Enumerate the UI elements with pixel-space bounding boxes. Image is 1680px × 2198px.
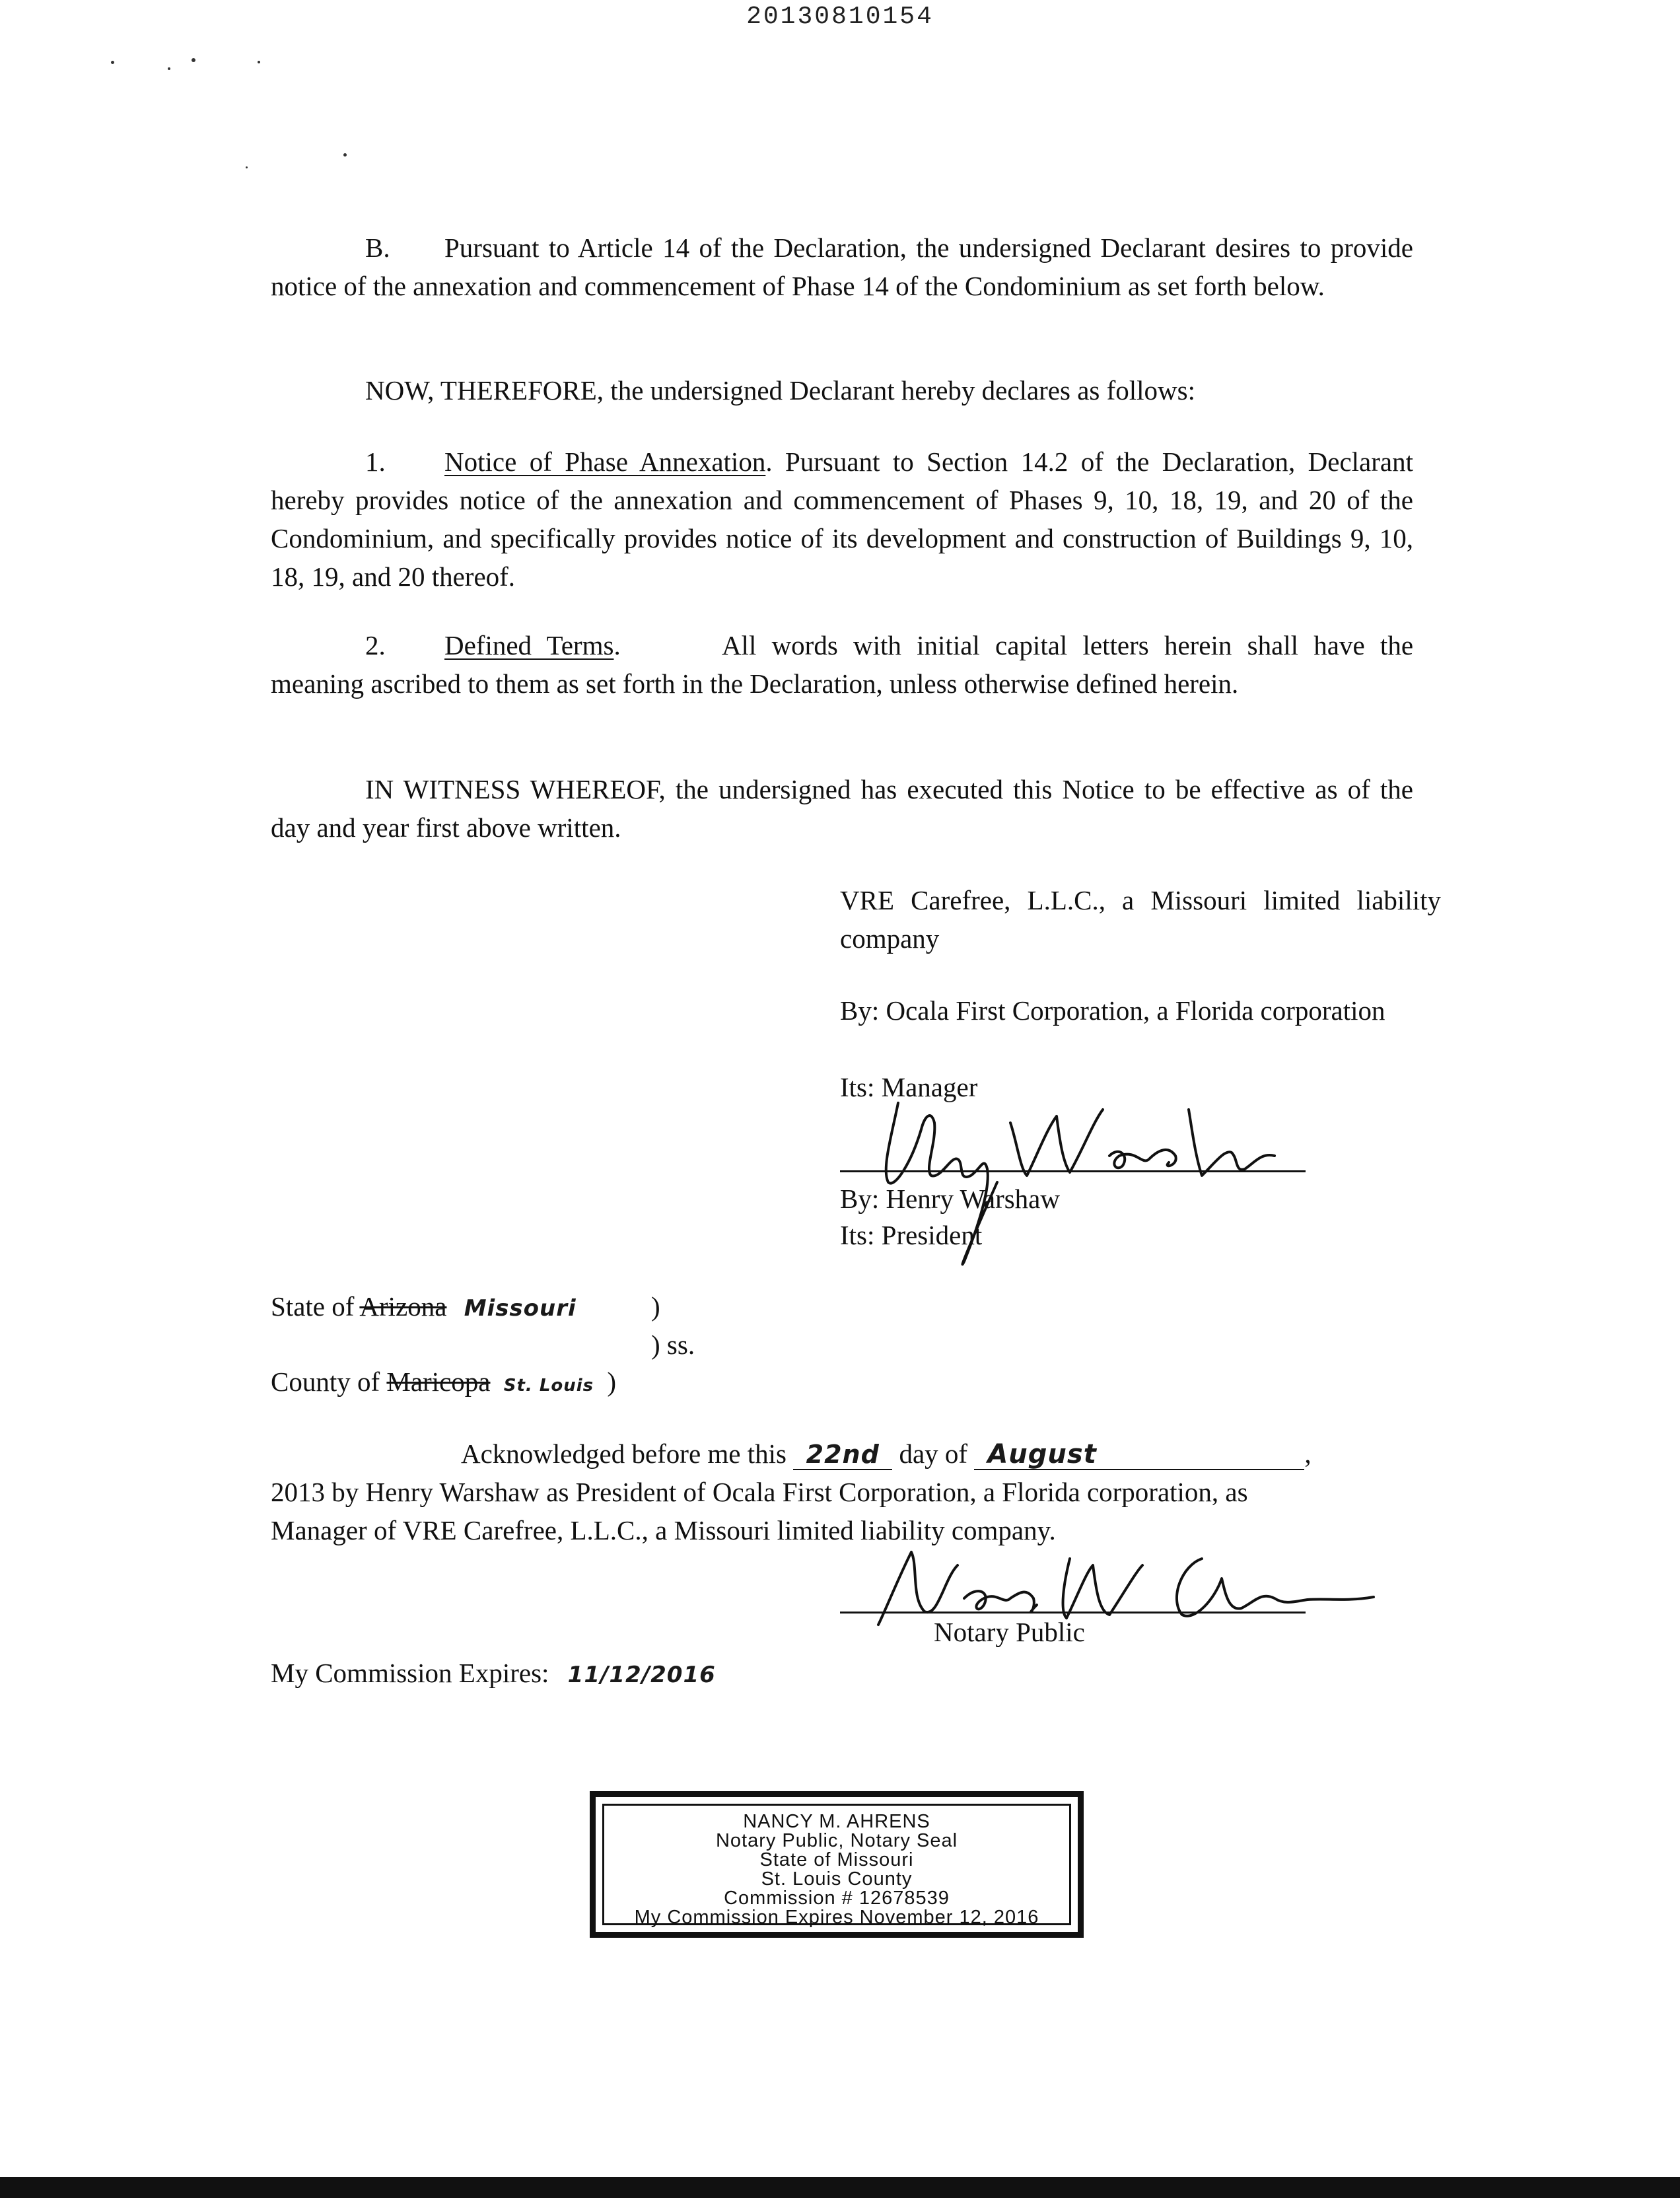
scan-speck — [168, 67, 170, 70]
acknowledgment-day-handwritten: 22nd — [806, 1440, 880, 1469]
acknowledgment-month-field — [974, 1439, 1304, 1470]
notary-public-label: Notary Public — [934, 1617, 1085, 1647]
signatory-its-manager: Its: Manager — [840, 1072, 978, 1102]
scan-bottom-edge — [0, 2177, 1680, 2198]
item-2-number: 2. — [365, 630, 386, 660]
venue-paren-top: ) — [651, 1291, 660, 1322]
stamp-name: NANCY M. AHRENS — [743, 1811, 930, 1832]
item-2-paragraph: 2. Defined Terms. All words with initial capital letters herein shall have the meaning ascribed to them as set forth in the Declaration, unless otherwise defined herein. — [271, 626, 1413, 703]
stamp-county: St. Louis County — [761, 1868, 913, 1890]
venue-county-prefix: County of — [271, 1366, 380, 1397]
item-2-text: All words with initial capital letters herein shall have the meaning ascribed to them as set forth in the Declaration, unless otherwise defined herein. — [271, 630, 1414, 699]
document-number: 20130810154 — [746, 3, 934, 31]
signatory-its-president: Its: President — [840, 1220, 983, 1250]
venue-state-prefix: State of — [271, 1291, 355, 1322]
venue-county-handwritten: St. Louis — [503, 1376, 594, 1396]
notary-stamp-inner — [602, 1804, 1071, 1928]
scan-speck — [192, 58, 195, 62]
venue-ss: ) ss. — [651, 1329, 695, 1360]
stamp-state: State of Missouri — [759, 1849, 914, 1870]
paragraph-b-text: Pursuant to Article 14 of the Declaration, the undersigned Declarant desires to provide notice of the annexation and commencement of Phase 14 of the Condominium as set forth below. — [271, 232, 1413, 301]
commission-date-handwritten: 11/12/2016 — [567, 1662, 716, 1688]
paragraph-b — [271, 229, 1413, 305]
venue-state-handwritten: Missouri — [464, 1295, 577, 1322]
acknowledgment-day-field — [793, 1439, 892, 1470]
venue-paren-bottom: ) — [607, 1366, 617, 1397]
acknowledgment-line-1 — [461, 1435, 1312, 1473]
item-1-heading: Notice of Phase Annexation — [444, 446, 766, 477]
acknowledgment-day-of: day of — [899, 1438, 968, 1469]
signatory-by-person: By: Henry Warshaw — [840, 1184, 1060, 1214]
witness-text: IN WITNESS WHEREOF, the undersigned has executed this Notice to be effective as of the day and year first above written. — [271, 774, 1413, 843]
stamp-commission-number: Commission # 12678539 — [724, 1888, 950, 1909]
item-2-heading: Defined Terms — [444, 630, 614, 660]
acknowledgment-prefix: Acknowledged before me this — [461, 1438, 787, 1469]
witness-paragraph — [271, 770, 1413, 847]
commission-line — [271, 1654, 716, 1694]
notary-stamp — [590, 1791, 1084, 1938]
scan-speck — [111, 61, 114, 64]
item-1-number: 1. — [365, 446, 386, 477]
stamp-title: Notary Public, Notary Seal — [715, 1830, 958, 1851]
signatory-company: VRE Carefree, L.L.C., a Missouri limited liability company — [840, 885, 1441, 954]
item-1-paragraph — [271, 443, 1413, 596]
venue-state-line — [271, 1287, 577, 1328]
scan-speck — [343, 153, 347, 157]
scan-speck — [258, 61, 260, 63]
venue-county-struck: Maricopa — [386, 1366, 491, 1397]
acknowledgment-line-3: Manager of VRE Carefree, L.L.C., a Missouri limited liability company. — [271, 1515, 1056, 1545]
signatory-by-corporation: By: Ocala First Corporation, a Florida corporation — [840, 995, 1385, 1026]
item-1-text: . Pursuant to Section 14.2 of the Declaration, Declarant hereby provides notice of the annexation and commencement of Phases 9, 10, 18, 19, and 20 of the Condominium, and specifically provides notice of its development and construction of Buildings 9, 10, 18, 19, and 20 thereof. — [271, 446, 1413, 592]
now-therefore-line — [271, 371, 1413, 409]
venue-state-struck: Arizona — [359, 1291, 447, 1322]
stamp-expires: My Commission Expires November 12, 2016 — [634, 1907, 1039, 1928]
now-therefore-text: NOW, THEREFORE, the undersigned Declarant hereby declares as follows: — [365, 375, 1196, 406]
scan-speck — [246, 166, 248, 168]
acknowledgment-line-2: 2013 by Henry Warshaw as President of Ocala First Corporation, a Florida corporation, as — [271, 1477, 1248, 1507]
acknowledgment-comma: , — [1304, 1438, 1312, 1469]
commission-label: My Commission Expires: — [271, 1658, 549, 1688]
venue-county-line — [271, 1363, 616, 1405]
acknowledgment-month-handwritten: August — [987, 1439, 1097, 1470]
paragraph-b-label: B. — [365, 232, 390, 263]
